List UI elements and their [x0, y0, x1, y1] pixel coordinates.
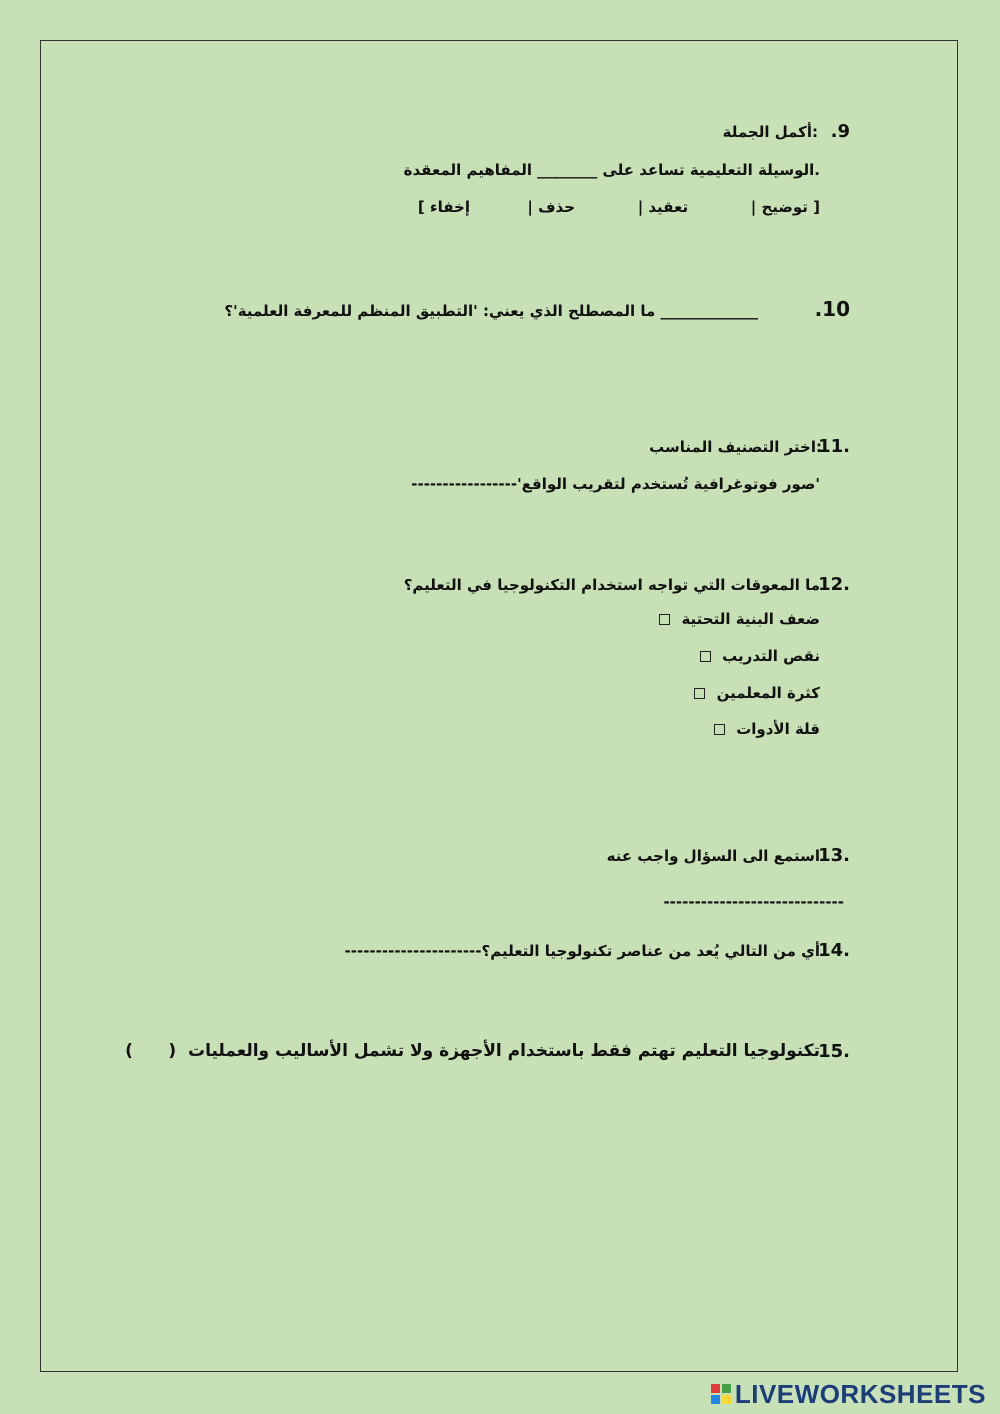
q12-title: ما المعوقات التي تواجه استخدام التكنولوجيا في التعليم؟ — [403, 576, 820, 594]
q13-title: استمع الى السؤال واجب عنه — [606, 847, 820, 865]
worksheet-frame — [40, 40, 958, 1372]
q11-number: 11. — [818, 436, 850, 457]
q12-option[interactable] — [659, 609, 820, 629]
q9-title: :أكمل الجملة — [722, 123, 818, 141]
q14-text: أي من التالي يُعد من عناصر تكنولوجيا التعليم؟---------------------- — [344, 942, 820, 960]
checkbox[interactable] — [694, 688, 705, 699]
q12-option-label: قلة الأدوات — [736, 720, 820, 738]
checkbox[interactable] — [659, 614, 670, 625]
q9-choices: [ توضيح | تعقيد | حذف | إخفاء ] — [417, 198, 820, 216]
q10-text: _____________ ما المصطلح الذي يعني: 'التطبيق المنظم للمعرفة العلمية'؟ — [224, 302, 758, 320]
liveworksheets-logo-icon — [711, 1384, 731, 1404]
brand-name: LIVEWORKSHEETS — [734, 1378, 986, 1409]
q12-option[interactable] — [694, 683, 820, 703]
checkbox[interactable] — [700, 651, 711, 662]
q12-option-label: نقص التدريب — [722, 647, 820, 665]
q13-number: 13. — [818, 845, 850, 866]
q14-number: 14. — [818, 940, 850, 961]
q11-text: 'صور فوتوغرافية تُستخدم لتقريب الواقع'----------------- — [411, 475, 820, 493]
q12-option-label: كثرة المعلمين — [716, 684, 820, 702]
q13-answer-line[interactable]: ----------------------------- — [663, 893, 844, 911]
checkbox[interactable] — [714, 724, 725, 735]
q11-title: :اختر التصنيف المناسب — [649, 438, 822, 456]
logo-square — [711, 1384, 720, 1393]
q15-number: 15. — [818, 1041, 850, 1062]
logo-square — [722, 1395, 731, 1404]
q12-option[interactable] — [700, 646, 820, 666]
liveworksheets-brand[interactable] — [711, 1380, 986, 1408]
q15-text: تكنولوجيا التعليم تهتم فقط باستخدام الأجهزة ولا تشمل الأساليب والعمليات ( ) — [125, 1041, 820, 1061]
q12-option-label: ضعف البنية التحتية — [681, 610, 820, 628]
q9-sentence: .الوسيلة التعليمية تساعد على ________ المفاهيم المعقدة — [403, 161, 820, 179]
q10-number: .10 — [814, 297, 850, 321]
q12-number: 12. — [818, 574, 850, 595]
q12-option[interactable] — [714, 719, 820, 739]
logo-square — [722, 1384, 731, 1393]
logo-square — [711, 1395, 720, 1404]
q9-number: .9 — [830, 121, 850, 142]
